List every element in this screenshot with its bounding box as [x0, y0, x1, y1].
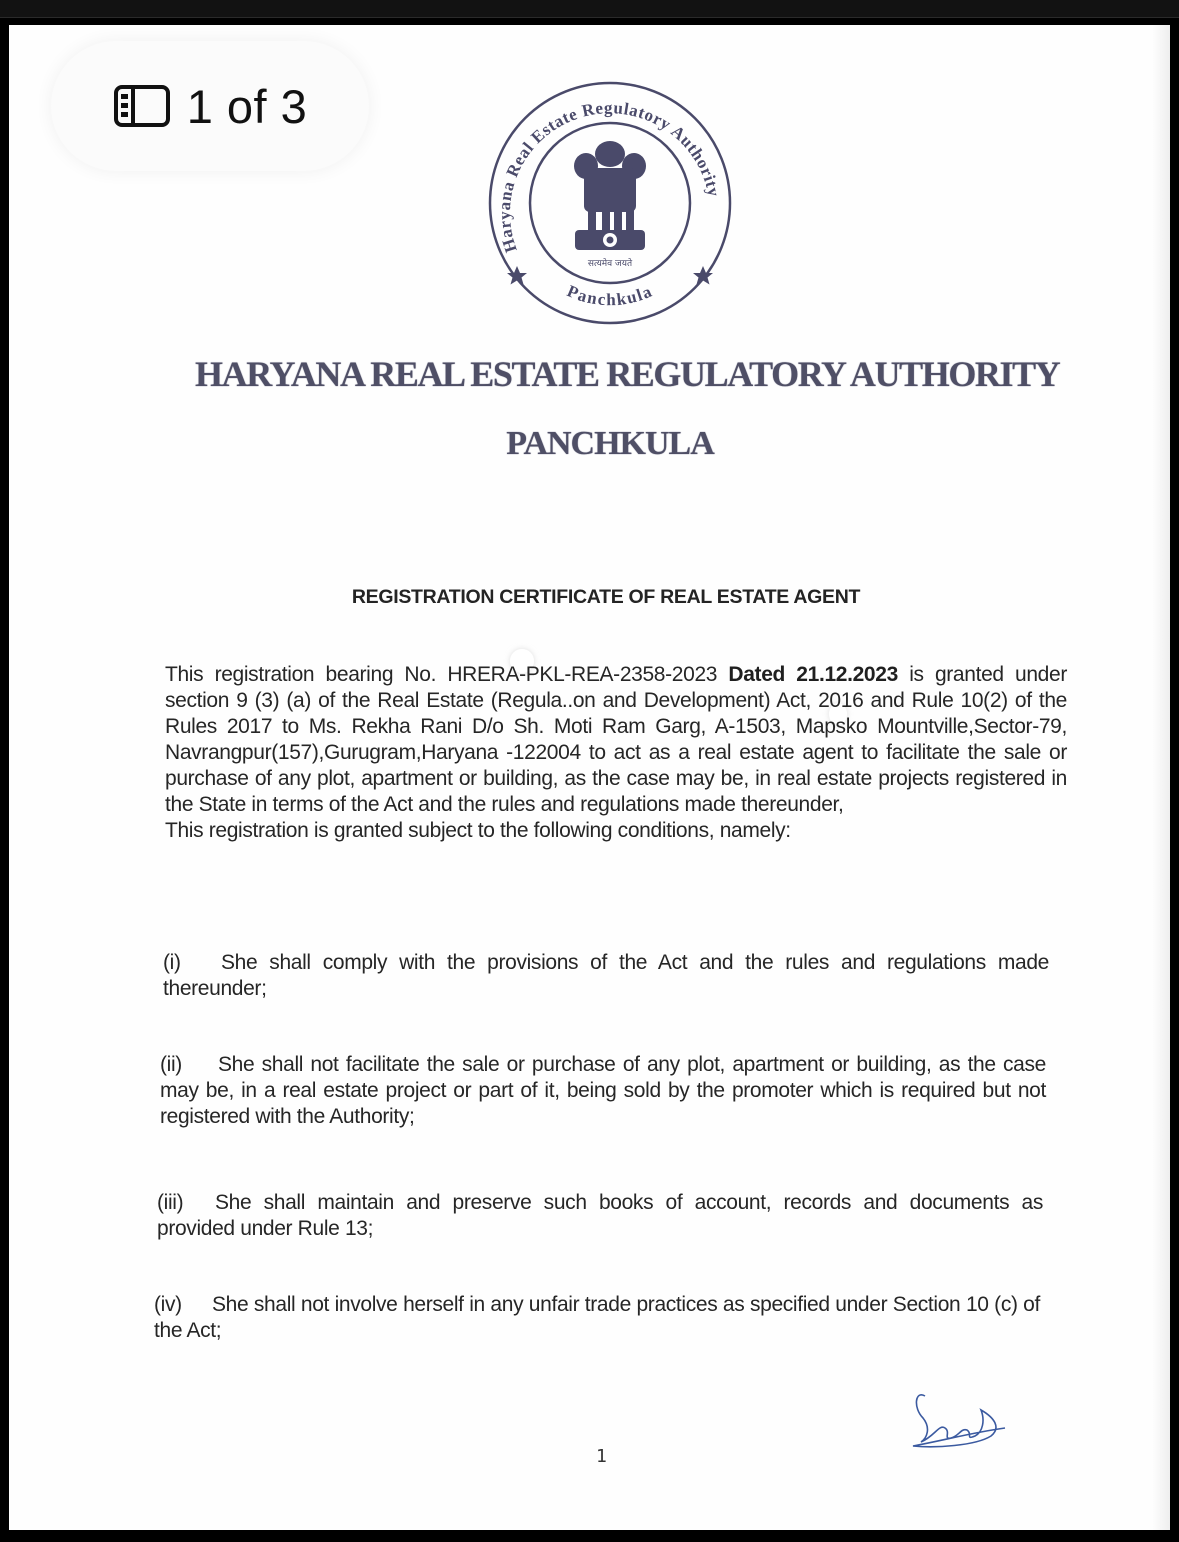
- condition-item: [160, 1052, 1046, 1130]
- condition-text: She shall comply with the provisions of the Act and the rules and regulations made thereunder;: [163, 951, 1049, 1000]
- condition-text: She shall not involve herself in any unfair trade practices as specified under Section 10 (c) of the Act;: [154, 1293, 1040, 1342]
- intro-text-2: is granted under section 9 (3) (a) of the Real Estate (Regula..on and Development) Act, 2016 and Rule 10(2) of the Rules 2017 to Ms. Rekha Rani D/o Sh. Moti Ram Garg, A-1503, Mapsko Mountville,Sector-79, Navrangpur(157),Gurugram,Haryana -122004 to act as a real estate agent to facilitate the sale or purchase of any plot, apartment or building, as the case may be, in real estate projects registered in the State in terms of the Act and the rules and regulations made thereunder,: [165, 663, 1067, 816]
- national-emblem-icon: [574, 141, 646, 250]
- seal-motto: सत्यमेव जयते: [587, 259, 633, 269]
- page-number: 1: [596, 1446, 607, 1467]
- condition-item: [154, 1292, 1040, 1344]
- registration-date: 21.12.2023: [796, 663, 898, 686]
- seal-outer-text: Haryana Real Estate Regulatory Authority: [494, 98, 724, 255]
- page-edge-shadow: [1152, 25, 1170, 1530]
- organization-city: PANCHKULA: [506, 425, 714, 462]
- seal-bottom-text: Panchkula: [564, 281, 656, 310]
- page-indicator-button[interactable]: [51, 41, 369, 171]
- condition-item: [157, 1190, 1043, 1242]
- intro-text-1: This registration bearing No.: [165, 663, 448, 686]
- page-indicator-text: 1 of 3: [186, 79, 308, 133]
- condition-number: (ii): [160, 1053, 182, 1076]
- authority-seal: [487, 80, 733, 326]
- condition-number: (i): [163, 951, 181, 974]
- certificate-title: REGISTRATION CERTIFICATE OF REAL ESTATE AGENT: [351, 586, 861, 608]
- organization-title: HARYANA REAL ESTATE REGULATORY AUTHORITY: [195, 354, 1060, 394]
- condition-number: (iv): [154, 1293, 182, 1316]
- sidebar-thumbnails-icon: [113, 84, 171, 128]
- certificate-intro: [165, 662, 1067, 844]
- top-status-bar: [0, 0, 1179, 18]
- intro-text-3: This registration is granted subject to the following conditions, namely:: [165, 819, 791, 842]
- dated-label: Dated: [717, 663, 797, 686]
- registration-number: HRERA-PKL-REA-2358-2023: [447, 663, 718, 686]
- signature: [905, 1388, 1017, 1450]
- condition-text: She shall not facilitate the sale or purchase of any plot, apartment or building, as the case may be, in a real estate project or part of it, being sold by the promoter which is required but not registered with the Authority;: [160, 1053, 1046, 1128]
- condition-item: [163, 950, 1049, 1002]
- condition-text: She shall maintain and preserve such books of account, records and documents as provided under Rule 13;: [157, 1191, 1043, 1240]
- condition-number: (iii): [157, 1191, 184, 1214]
